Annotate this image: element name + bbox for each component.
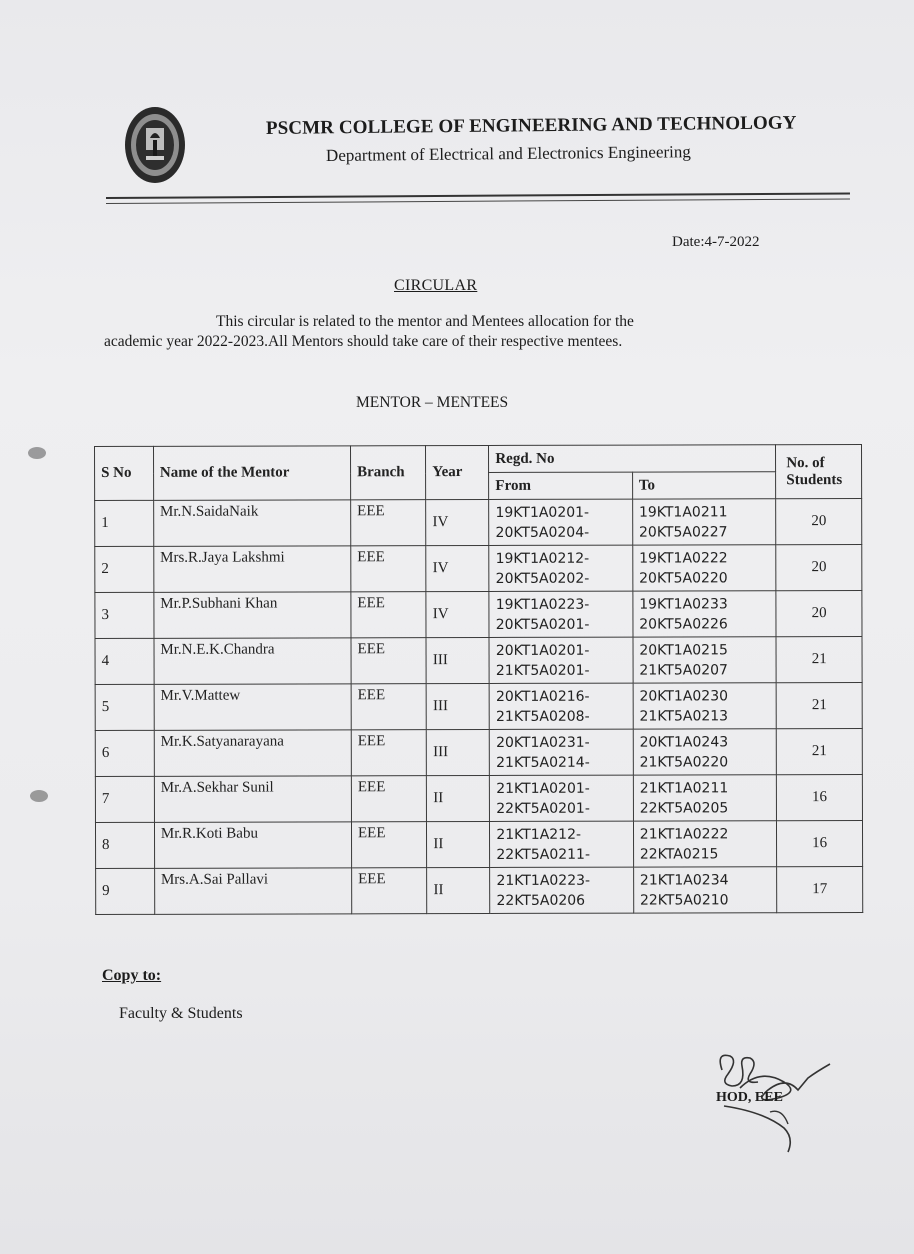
cell-student-count: 21 — [777, 728, 863, 774]
col-students: No. of Students — [776, 444, 862, 498]
cell-branch: EEE — [351, 500, 426, 546]
cell-year: III — [426, 637, 489, 683]
header-divider — [106, 192, 850, 199]
copy-to-label: Copy to: — [102, 967, 162, 984]
table-row — [95, 774, 862, 822]
hod-designation: HOD, EEE — [716, 1090, 783, 1105]
cell-regd-from — [490, 867, 634, 913]
cell-regd-from — [489, 499, 633, 545]
cell-regd-from — [489, 683, 633, 729]
cell-student-count: 16 — [777, 820, 863, 866]
regd-from-line-2: 22KT5A0201- — [496, 800, 590, 817]
punch-hole — [30, 790, 48, 802]
col-from: From — [489, 472, 633, 499]
regd-from-line-1: 19KT1A0201- — [495, 504, 590, 521]
cell-regd-to — [633, 591, 777, 637]
cell-branch: EEE — [351, 546, 426, 592]
cell-branch: EEE — [352, 868, 427, 914]
regd-from-line-2: 21KT5A0214- — [496, 754, 590, 771]
regd-to-line-1: 20KT1A0243 — [639, 733, 729, 751]
cell-mentor-name: Mrs.R.Jaya Lakshmi — [154, 546, 351, 593]
cell-regd-from — [490, 821, 634, 867]
cell-regd-to — [633, 821, 777, 867]
college-logo-icon — [124, 106, 186, 184]
cell-student-count: 20 — [776, 590, 862, 636]
table-row — [95, 636, 862, 684]
col-sno: S No — [95, 446, 154, 500]
department-name: Department of Electrical and Electronics Engineering — [325, 142, 691, 165]
cell-year: III — [427, 729, 490, 775]
cell-regd-to — [633, 545, 777, 591]
table-row — [95, 498, 862, 546]
col-year: Year — [426, 445, 489, 499]
col-name: Name of the Mentor — [153, 446, 350, 501]
regd-from-line-2: 22KT5A0206 — [496, 892, 586, 909]
cell-regd-to — [633, 775, 777, 821]
regd-from-line-1: 19KT1A0223- — [495, 596, 590, 613]
cell-mentor-name: Mrs.A.Sai Pallavi — [154, 868, 351, 915]
cell-regd-from — [490, 775, 634, 821]
regd-to-line-1: 21KT1A0222 — [639, 825, 729, 843]
cell-mentor-name: Mr.K.Satyanarayana — [154, 730, 351, 777]
regd-from-line-1: 21KT1A0201- — [496, 780, 590, 797]
regd-to-line-2: 20KT5A0226 — [639, 615, 728, 633]
cell-student-count: 20 — [776, 498, 862, 544]
regd-from-line-2: 20KT5A0204- — [495, 524, 590, 541]
cell-student-count: 21 — [776, 636, 862, 682]
cell-sno: 9 — [96, 868, 155, 914]
cell-mentor-name: Mr.A.Sekhar Sunil — [154, 776, 351, 823]
cell-year: IV — [426, 545, 489, 591]
cell-regd-to — [633, 867, 777, 913]
copy-to-value: Faculty & Students — [119, 1005, 243, 1022]
college-name: PSCMR COLLEGE OF ENGINEERING AND TECHNOLOGY — [265, 112, 797, 139]
cell-regd-to — [633, 729, 777, 775]
regd-to-line-1: 20KT1A0215 — [639, 641, 728, 659]
table-caption: MENTOR – MENTEES — [356, 394, 509, 411]
regd-to-line-2: 22KT5A0205 — [639, 799, 729, 817]
cell-sno: 5 — [95, 684, 154, 730]
cell-branch: EEE — [351, 730, 426, 776]
cell-regd-to — [632, 499, 776, 545]
regd-to-line-1: 21KT1A0211 — [639, 779, 729, 797]
regd-to-line-2: 21KT5A0220 — [639, 753, 729, 771]
regd-from-line-1: 19KT1A0212- — [495, 550, 590, 567]
cell-branch: EEE — [351, 638, 426, 684]
cell-mentor-name: Mr.N.SaidaNaik — [153, 500, 350, 547]
regd-from-line-1: 20KT1A0216- — [495, 688, 590, 705]
regd-to-line-2: 21KT5A0207 — [639, 661, 728, 679]
cell-regd-from — [489, 637, 633, 683]
cell-year: IV — [426, 499, 489, 545]
cell-branch: EEE — [351, 822, 426, 868]
regd-from-line-1: 21KT1A0223- — [496, 872, 591, 889]
regd-to-line-2: 21KT5A0213 — [639, 707, 729, 725]
cell-sno: 1 — [95, 500, 154, 546]
regd-from-line-2: 21KT5A0208- — [495, 708, 590, 725]
regd-from-line-2: 20KT5A0202- — [495, 570, 590, 587]
cell-sno: 2 — [95, 546, 154, 592]
cell-regd-from — [489, 545, 633, 591]
cell-regd-to — [633, 683, 777, 729]
regd-to-line-1: 19KT1A0233 — [639, 595, 728, 613]
cell-sno: 6 — [95, 730, 154, 776]
cell-regd-from — [490, 729, 634, 775]
circular-date: Date:4-7-2022 — [672, 234, 760, 250]
circular-title: CIRCULAR — [394, 277, 478, 294]
col-regd: Regd. No — [489, 445, 776, 473]
cell-mentor-name: Mr.P.Subhani Khan — [154, 592, 351, 639]
regd-from-line-1: 20KT1A0201- — [495, 642, 590, 659]
table-row — [95, 728, 862, 776]
cell-sno: 4 — [95, 638, 154, 684]
cell-mentor-name: Mr.N.E.K.Chandra — [154, 638, 351, 685]
punch-hole — [28, 447, 46, 459]
cell-mentor-name: Mr.V.Mattew — [154, 684, 351, 731]
cell-student-count: 16 — [777, 774, 863, 820]
header-divider-thin — [106, 198, 850, 204]
cell-branch: EEE — [351, 592, 426, 638]
cell-mentor-name: Mr.R.Koti Babu — [154, 822, 351, 869]
regd-to-line-1: 19KT1A0222 — [639, 549, 728, 567]
regd-from-line-2: 20KT5A0201- — [495, 616, 590, 633]
cell-branch: EEE — [351, 776, 426, 822]
circular-body-line-1: This circular is related to the mentor and Mentees allocation for the — [216, 313, 634, 330]
cell-sno: 7 — [95, 776, 154, 822]
cell-student-count: 17 — [777, 866, 863, 912]
regd-to-line-2: 20KT5A0220 — [639, 569, 728, 587]
mentor-mentee-table — [94, 444, 863, 915]
table-row — [95, 820, 862, 868]
regd-to-line-1: 20KT1A0230 — [639, 687, 729, 705]
regd-from-line-1: 21KT1A212- — [496, 826, 582, 843]
table-row — [96, 866, 863, 914]
regd-to-line-2: 22KT5A0210 — [639, 891, 729, 909]
table-row — [95, 682, 862, 730]
cell-student-count: 21 — [776, 682, 862, 728]
cell-year: II — [427, 821, 490, 867]
cell-sno: 3 — [95, 592, 154, 638]
cell-student-count: 20 — [776, 544, 862, 590]
regd-to-line-1: 21KT1A0234 — [639, 871, 729, 889]
regd-to-line-2: 22KTA0215 — [639, 845, 719, 863]
regd-to-line-2: 20KT5A0227 — [638, 523, 728, 541]
cell-regd-from — [489, 591, 633, 637]
cell-year: II — [427, 775, 490, 821]
table-row — [95, 544, 862, 592]
regd-from-line-2: 21KT5A0201- — [495, 662, 590, 679]
regd-to-line-1: 19KT1A0211 — [638, 503, 728, 521]
regd-from-line-2: 22KT5A0211- — [496, 846, 591, 863]
col-branch: Branch — [350, 446, 425, 500]
cell-branch: EEE — [351, 684, 426, 730]
cell-regd-to — [633, 637, 777, 683]
cell-year: II — [427, 867, 490, 913]
regd-from-line-1: 20KT1A0231- — [496, 734, 590, 751]
table-row — [95, 590, 862, 638]
cell-year: III — [426, 683, 489, 729]
circular-body-line-2: academic year 2022-2023.All Mentors should take care of their respective mentees. — [104, 333, 623, 350]
cell-sno: 8 — [95, 822, 154, 868]
col-to: To — [632, 472, 776, 499]
cell-year: IV — [426, 591, 489, 637]
